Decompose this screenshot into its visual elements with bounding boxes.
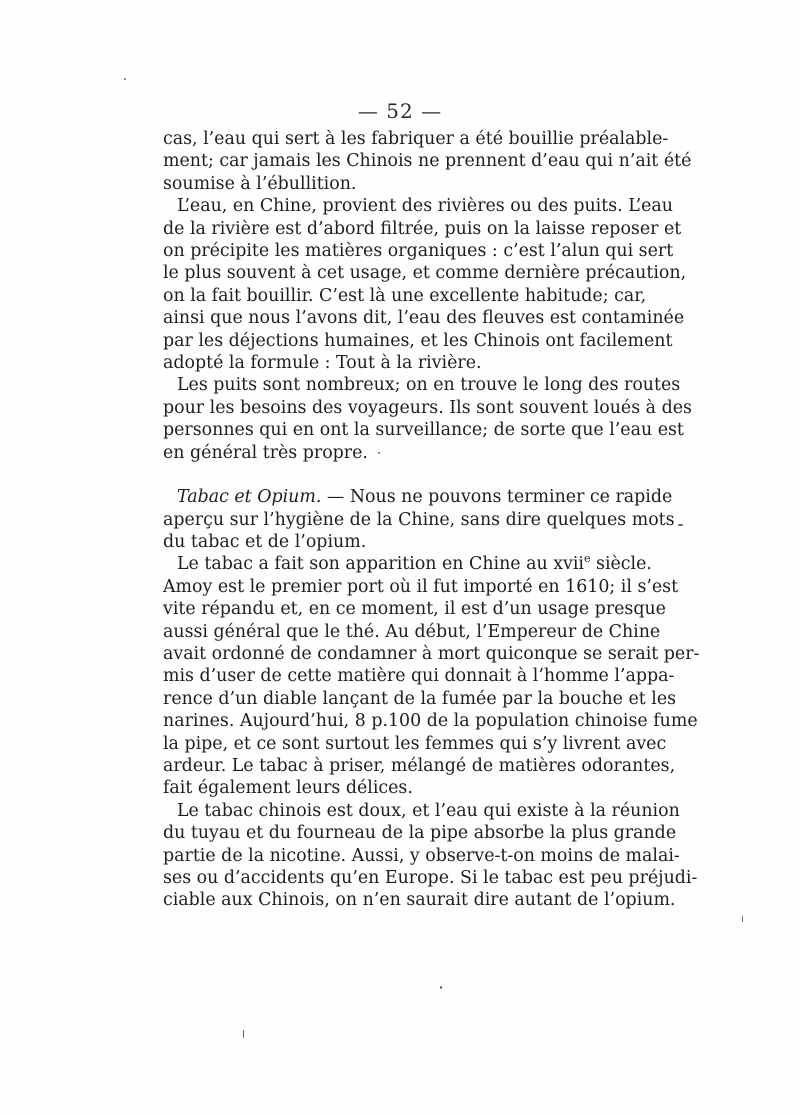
paragraph-water-boiling: [163, 128, 692, 195]
text-line: L’eau, en Chine, provient des rivières ou des puits. L’eau: [177, 196, 673, 217]
text-line: narines. Aujourd’hui, 8 p.100 de la population chinoise fume: [163, 711, 698, 732]
text-fragment: Le tabac a fait son apparition en Chine au xvii: [177, 554, 584, 575]
text-line: partie de la nicotine. Aussi, y observe-t-on moins de malai-: [163, 845, 680, 866]
text-line: soumise à l’ébullition.: [163, 173, 357, 194]
paper-speck: [742, 916, 743, 922]
text-line: ses ou d’accidents qu’en Europe. Si le tabac est peu préjudi-: [163, 868, 698, 888]
superscript: e: [583, 552, 591, 566]
paper-speck: [678, 524, 683, 526]
text-line: aperçu sur l’hygiène de la Chine, sans dire quelques mots: [163, 509, 675, 530]
paper-speck: [378, 452, 380, 454]
text-fragment: — Nous ne pouvons terminer ce rapide: [321, 487, 673, 508]
text-line: aussi général que le thé. Au début, l’Empereur de Chine: [163, 621, 661, 642]
text-line: ardeur. Le tabac à priser, mélangé de matières odorantes,: [163, 755, 676, 776]
text-line: du tuyau et du fourneau de la pipe absorbe la plus grande: [163, 823, 677, 844]
section-break: [163, 464, 638, 486]
text-line: adopté la formule : Tout à la rivière.: [163, 353, 482, 374]
text-line: par les déjections humaines, et les Chinois ont facilement: [163, 330, 673, 351]
text-line: vite répandu et, en ce moment, il est d’un usage presque: [163, 599, 666, 620]
text-fragment: siècle.: [590, 554, 652, 575]
text-line: fait également leurs délices.: [163, 778, 413, 799]
text-line: [163, 486, 673, 508]
text-line: avait ordonné de condamner à mort quiconque se serait per-: [163, 643, 700, 664]
text-line: Le tabac chinois est doux, et l’eau qui existe à la réunion: [177, 800, 680, 821]
text-line: on la fait bouillir. C’est là une excellente habitude; car,: [163, 285, 647, 306]
paragraph-tabac-opium-intro: [163, 486, 675, 553]
text-line: Les puits sont nombreux; on en trouve le long des routes: [177, 375, 681, 396]
text-line: on précipite les matières organiques : c’est l’alun qui sert: [163, 241, 674, 262]
paper-speck: [124, 78, 126, 80]
paragraph-tabac-history: [163, 552, 700, 799]
paper-speck: [243, 1030, 244, 1038]
text-line: Amoy est le premier port où il fut importé en 1610; il s’est: [163, 576, 679, 597]
paper-speck: [440, 986, 442, 989]
text-line: le plus souvent à cet usage, et comme dernière précaution,: [163, 263, 687, 284]
page-number: — 52 —: [357, 99, 443, 123]
paragraph-wells: [163, 374, 692, 464]
text-line: rence d’un diable lançant de la fumée par la bouche et les: [163, 688, 677, 709]
text-line: [163, 552, 652, 575]
text-line: du tabac et de l’opium.: [163, 531, 367, 552]
text-line: ainsi que nous l’avons dit, l’eau des fleuves est contaminée: [163, 308, 685, 329]
section-heading: Tabac et Opium.: [177, 487, 322, 508]
text-line: ment; car jamais les Chinois ne prennent d’eau qui n’ait été: [163, 151, 692, 172]
text-line: pour les besoins des voyageurs. Ils sont souvent loués à des: [163, 397, 692, 418]
body-text: [163, 128, 700, 912]
text-line: personnes qui en ont la surveillance; de sorte que l’eau est: [163, 420, 684, 441]
text-line: en général très propre.: [163, 442, 368, 463]
paragraph-tabac-chinois: [163, 800, 698, 912]
text-line: la pipe, et ce sont surtout les femmes qui s’y livrent avec: [163, 733, 667, 754]
text-line: cas, l’eau qui sert à les fabriquer a été bouillie préalable-: [163, 129, 669, 149]
text-line: ciable aux Chinois, on n’en saurait dire autant de l’opium.: [163, 890, 676, 911]
paragraph-water-sources: [163, 195, 687, 374]
text-line: mis d’user de cette matière qui donnait à l’homme l’appa-: [163, 666, 675, 687]
text-line: de la rivière est d’abord filtrée, puis on la laisse reposer et: [163, 218, 682, 239]
